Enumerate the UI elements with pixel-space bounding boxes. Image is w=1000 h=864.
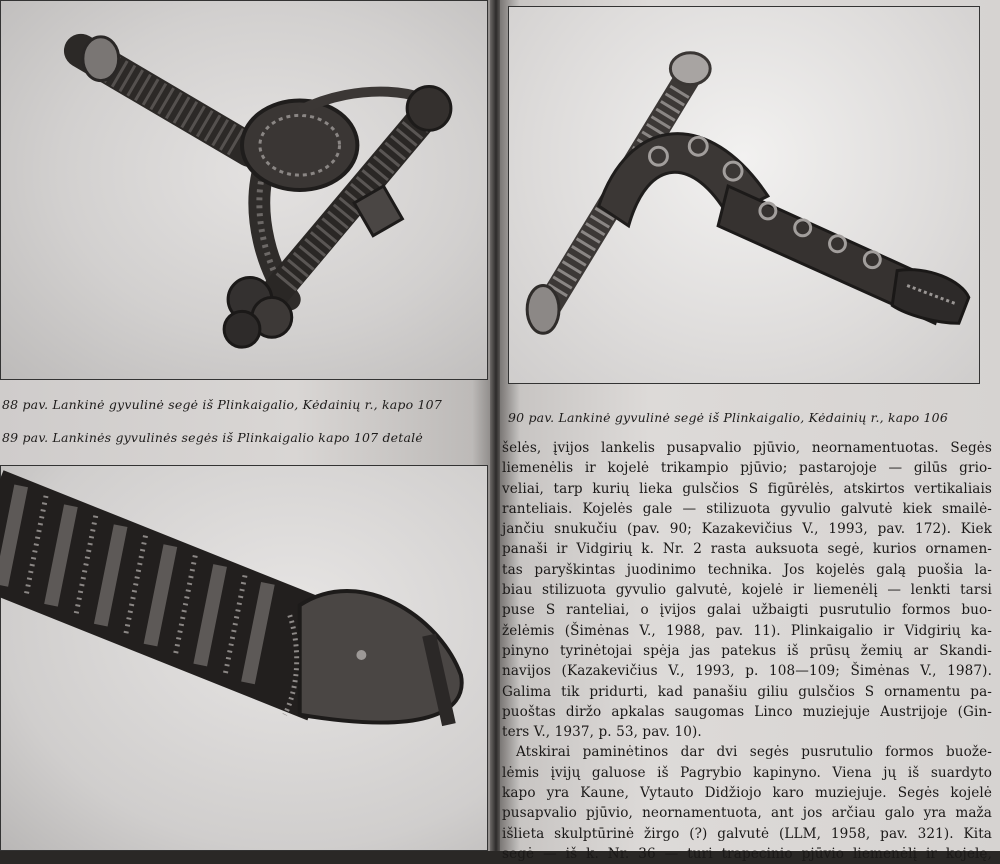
knob-bottom-3 [224,311,260,347]
photo-fibula-grave-106 [508,6,980,384]
text-line: želėmis (Šimėnas V., 1988, pav. 11). Plinkaigalio ir Vidgirių ka- [502,622,992,639]
caption-fig-88: 88 pav. Lankinė gyvulinė segė iš Plinkaigalio, Kėdainių r., kapo 107 [2,397,442,412]
text-line: lėmis įvijų galuose iš Pagrybio kapinyno. Viena jų iš suardyto [502,764,992,781]
text-line: puoštas diržo apkalas saugomas Linco muziejuje Austrijoje (Gin- [502,703,992,720]
text-line: biau stilizuota gyvulio galvutė, kojelė ir liemenėlį — lenkti tarsi [502,582,992,599]
photo-fibula-detail [0,465,488,851]
text-line: pusapvalio pjūvio, neornamentuota, ant jos arčiau galo yra maža [502,805,992,822]
text-line: navijos (Kazakevičius V., 1993, p. 108—109; Šimėnas V., 1987). [502,663,992,680]
knob-top-106 [670,53,710,85]
text-line: ranteliais. Kojelės gale — stilizuota gyvulio galvutė kiek smailė- [502,500,992,517]
text-line: veliai, tarp kurių lieka gulsčios S figūrėlės, atskirtos vertikaliais [502,480,992,497]
knob-end-left [83,37,119,81]
text-line-paragraph-start: Atskirai paminėtinos dar dvi segės pusrutulio formos buože- [516,744,992,761]
knob-top-right [407,87,451,131]
text-line-paragraph-end: ters V., 1937, p. 53, pav. 10). [502,724,702,741]
caption-fig-90: 90 pav. Lankinė gyvulinė segė iš Plinkaigalio, Kėdainių r., kapo 106 [508,410,948,425]
text-line: puse S ranteliai, o įvijos galai užbaigti pusrutulio formos buo- [502,602,992,619]
detail-knob-dot [356,650,366,660]
text-line: kapo yra Kaune, Vytauto Didžiojo karo muziejuje. Segės kojelė [502,785,992,802]
right-page [500,0,1000,862]
fibula-illustration [1,1,487,379]
body-text [502,438,992,864]
fibula-106-illustration [509,7,979,383]
text-line: Galima tik pridurti, kad panašiu giliu gulsčios S ornamentu pa- [502,683,992,700]
knob-bottom-106 [527,286,559,334]
text-line: išlieta skulptūrinė žirgo (?) galvutė (LLM, 1958, pav. 321). Kita [502,825,992,842]
text-line: liemenėlis ir kojelė trikampio pjūvio; pastarojoje — gilūs grio- [502,460,992,477]
caption-fig-89: 89 pav. Lankinės gyvulinės segės iš Plinkaigalio kapo 107 detalė [2,430,423,445]
animal-head-106 [892,270,969,324]
text-line: segė — iš k. Nr. 36 — turi trapecinio pjūvio liemenėlį ir kojelę, [502,845,992,862]
photo-fibula-grave-107 [0,0,488,380]
fibula-detail-illustration [1,466,487,850]
left-page [0,0,492,851]
text-line: panaši ir Vidgirių k. Nr. 2 rasta auksuota segė, kurios ornamen- [502,541,992,558]
text-line: jančiu snukučiu (pav. 90; Kazakevičius V., 1993, pav. 172). Kiek [502,521,992,538]
text-line: pinyno tyrinėtojai spėja jas patekus iš prūsų žemių ar Skandi- [502,642,992,659]
text-line: tas paryškintas juodinimo technika. Jos kojelės galą puošia la- [502,561,992,578]
text-line: šelės, įvijos lankelis pusapvalio pjūvio, neornamentuotas. Segės [502,440,992,456]
